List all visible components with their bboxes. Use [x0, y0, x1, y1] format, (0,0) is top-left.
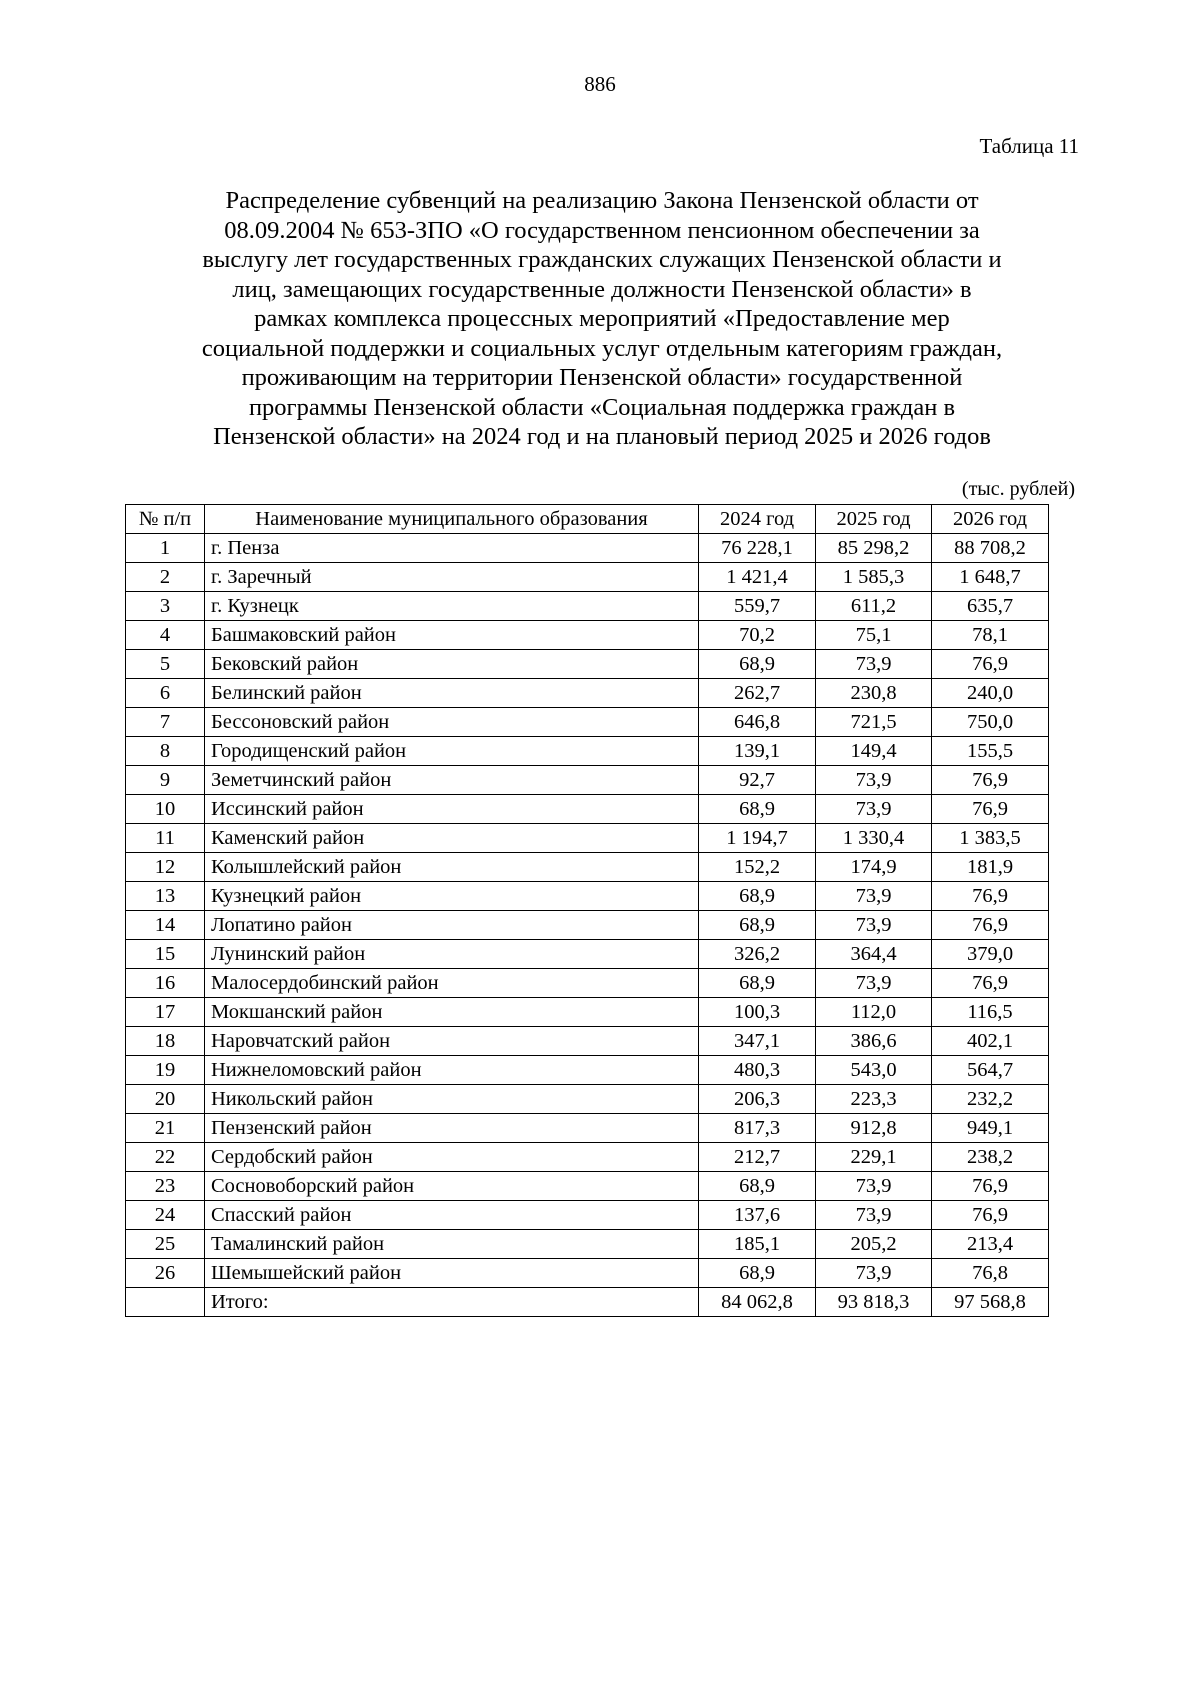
units-label: (тыс. рублей)	[961, 478, 1075, 500]
cell-2024: 92,7	[699, 766, 816, 795]
cell-2026: 1 648,7	[932, 563, 1049, 592]
cell-num: 8	[126, 737, 205, 766]
total-row	[126, 1288, 1049, 1317]
cell-2025: 386,6	[816, 1027, 932, 1056]
cell-2026: 402,1	[932, 1027, 1049, 1056]
total-2026: 97 568,8	[932, 1288, 1049, 1317]
cell-num: 4	[126, 621, 205, 650]
cell-2025: 73,9	[816, 1259, 932, 1288]
cell-2024: 817,3	[699, 1114, 816, 1143]
table-label: Таблица 11	[979, 134, 1079, 158]
cell-2025: 721,5	[816, 708, 932, 737]
cell-2024: 646,8	[699, 708, 816, 737]
cell-2024: 262,7	[699, 679, 816, 708]
table-row	[126, 1027, 1049, 1056]
cell-name: Спасский район	[205, 1201, 699, 1230]
total-2025: 93 818,3	[816, 1288, 932, 1317]
cell-2024: 68,9	[699, 650, 816, 679]
cell-2024: 1 421,4	[699, 563, 816, 592]
cell-num: 6	[126, 679, 205, 708]
title-line: 08.09.2004 № 653-ЗПО «О государственном пенсионном обеспечении за	[224, 216, 980, 244]
cell-num: 10	[126, 795, 205, 824]
table-row	[126, 824, 1049, 853]
table-row	[126, 1201, 1049, 1230]
cell-2026: 232,2	[932, 1085, 1049, 1114]
cell-name: Колышлейский район	[205, 853, 699, 882]
cell-2025: 73,9	[816, 650, 932, 679]
cell-2026: 88 708,2	[932, 534, 1049, 563]
total-num-cell	[126, 1288, 205, 1317]
table-row	[126, 621, 1049, 650]
table-row	[126, 795, 1049, 824]
cell-num: 3	[126, 592, 205, 621]
cell-num: 13	[126, 882, 205, 911]
cell-name: Городищенский район	[205, 737, 699, 766]
subvention-table	[125, 504, 1049, 1317]
cell-2024: 559,7	[699, 592, 816, 621]
cell-2025: 149,4	[816, 737, 932, 766]
table-row	[126, 853, 1049, 882]
cell-2026: 76,9	[932, 650, 1049, 679]
cell-num: 21	[126, 1114, 205, 1143]
table-row	[126, 940, 1049, 969]
cell-2026: 76,9	[932, 969, 1049, 998]
cell-2024: 100,3	[699, 998, 816, 1027]
cell-2026: 379,0	[932, 940, 1049, 969]
cell-2024: 185,1	[699, 1230, 816, 1259]
cell-name: г. Заречный	[205, 563, 699, 592]
cell-2024: 68,9	[699, 911, 816, 940]
table-row	[126, 766, 1049, 795]
cell-2025: 230,8	[816, 679, 932, 708]
cell-name: Пензенский район	[205, 1114, 699, 1143]
table-row	[126, 534, 1049, 563]
title-line: проживающим на территории Пензенской области» государственной	[241, 364, 963, 391]
table-row	[126, 708, 1049, 737]
cell-2026: 635,7	[932, 592, 1049, 621]
table-row	[126, 1056, 1049, 1085]
cell-2024: 68,9	[699, 1259, 816, 1288]
cell-2024: 480,3	[699, 1056, 816, 1085]
table-row	[126, 592, 1049, 621]
cell-name: Башмаковский район	[205, 621, 699, 650]
cell-2025: 112,0	[816, 998, 932, 1027]
cell-name: Кузнецкий район	[205, 882, 699, 911]
cell-2024: 76 228,1	[699, 534, 816, 563]
cell-2026: 76,9	[932, 795, 1049, 824]
cell-2026: 116,5	[932, 998, 1049, 1027]
cell-name: Земетчинский район	[205, 766, 699, 795]
cell-2026: 76,9	[932, 882, 1049, 911]
cell-name: Наровчатский район	[205, 1027, 699, 1056]
title-line: социальной поддержки и социальных услуг отдельным категориям граждан,	[201, 334, 1003, 362]
cell-2025: 611,2	[816, 592, 932, 621]
cell-name: Малосердобинский район	[205, 969, 699, 998]
cell-2026: 238,2	[932, 1143, 1049, 1172]
cell-name: г. Пенза	[205, 534, 699, 563]
cell-2026: 76,8	[932, 1259, 1049, 1288]
cell-2026: 78,1	[932, 621, 1049, 650]
cell-2024: 1 194,7	[699, 824, 816, 853]
document-title	[122, 186, 1082, 452]
header-num: № п/п	[126, 505, 205, 534]
table-row	[126, 998, 1049, 1027]
cell-name: Лунинский район	[205, 940, 699, 969]
cell-2025: 73,9	[816, 795, 932, 824]
cell-num: 11	[126, 824, 205, 853]
cell-2025: 85 298,2	[816, 534, 932, 563]
cell-name: Сосновоборский район	[205, 1172, 699, 1201]
cell-2024: 347,1	[699, 1027, 816, 1056]
table-row	[126, 650, 1049, 679]
cell-2026: 76,9	[932, 1201, 1049, 1230]
cell-num: 1	[126, 534, 205, 563]
cell-2026: 181,9	[932, 853, 1049, 882]
table-row	[126, 1172, 1049, 1201]
cell-2025: 73,9	[816, 766, 932, 795]
cell-num: 15	[126, 940, 205, 969]
cell-name: Бековский район	[205, 650, 699, 679]
cell-2025: 205,2	[816, 1230, 932, 1259]
cell-2026: 213,4	[932, 1230, 1049, 1259]
table-row	[126, 563, 1049, 592]
cell-2024: 326,2	[699, 940, 816, 969]
cell-2026: 76,9	[932, 1172, 1049, 1201]
cell-2025: 73,9	[816, 969, 932, 998]
table-row	[126, 737, 1049, 766]
cell-2025: 73,9	[816, 1201, 932, 1230]
header-2024: 2024 год	[699, 505, 816, 534]
cell-num: 26	[126, 1259, 205, 1288]
header-2025: 2025 год	[816, 505, 932, 534]
cell-num: 2	[126, 563, 205, 592]
cell-name: Каменский район	[205, 824, 699, 853]
cell-2026: 76,9	[932, 911, 1049, 940]
cell-2024: 152,2	[699, 853, 816, 882]
table-row	[126, 1114, 1049, 1143]
title-line: программы Пензенской области «Социальная поддержка граждан в	[248, 393, 956, 421]
cell-2024: 206,3	[699, 1085, 816, 1114]
cell-num: 9	[126, 766, 205, 795]
cell-2024: 68,9	[699, 1172, 816, 1201]
total-2024: 84 062,8	[699, 1288, 816, 1317]
cell-2025: 1 330,4	[816, 824, 932, 853]
cell-name: Тамалинский район	[205, 1230, 699, 1259]
table-row	[126, 969, 1049, 998]
cell-name: Мокшанский район	[205, 998, 699, 1027]
table-row	[126, 1259, 1049, 1288]
table-row	[126, 911, 1049, 940]
cell-2025: 1 585,3	[816, 563, 932, 592]
cell-2025: 223,3	[816, 1085, 932, 1114]
title-line: выслугу лет государственных гражданских служащих Пензенской области и	[202, 246, 1002, 273]
cell-name: Шемышейский район	[205, 1259, 699, 1288]
cell-2026: 564,7	[932, 1056, 1049, 1085]
cell-name: Белинский район	[205, 679, 699, 708]
total-label: Итого:	[205, 1288, 699, 1317]
cell-num: 23	[126, 1172, 205, 1201]
cell-num: 7	[126, 708, 205, 737]
title-line: рамках комплекса процессных мероприятий «Предоставление мер	[254, 305, 950, 332]
cell-num: 16	[126, 969, 205, 998]
cell-num: 19	[126, 1056, 205, 1085]
cell-2026: 240,0	[932, 679, 1049, 708]
cell-2024: 70,2	[699, 621, 816, 650]
cell-2024: 68,9	[699, 795, 816, 824]
table-row	[126, 882, 1049, 911]
cell-name: Бессоновский район	[205, 708, 699, 737]
table-row	[126, 679, 1049, 708]
cell-num: 22	[126, 1143, 205, 1172]
cell-2026: 155,5	[932, 737, 1049, 766]
cell-name: Нижнеломовский район	[205, 1056, 699, 1085]
cell-2025: 73,9	[816, 911, 932, 940]
cell-num: 24	[126, 1201, 205, 1230]
table-row	[126, 1085, 1049, 1114]
cell-2025: 174,9	[816, 853, 932, 882]
title-line: Пензенской области» на 2024 год и на плановый период 2025 и 2026 годов	[213, 423, 991, 450]
cell-2025: 75,1	[816, 621, 932, 650]
cell-2026: 76,9	[932, 766, 1049, 795]
title-line: лиц, замещающих государственные должности Пензенской области» в	[232, 275, 972, 303]
cell-num: 12	[126, 853, 205, 882]
title-line: Распределение субвенций на реализацию Закона Пензенской области от	[225, 187, 979, 214]
cell-2024: 139,1	[699, 737, 816, 766]
cell-num: 20	[126, 1085, 205, 1114]
cell-name: Иссинский район	[205, 795, 699, 824]
cell-2025: 73,9	[816, 1172, 932, 1201]
cell-name: Сердобский район	[205, 1143, 699, 1172]
cell-2026: 750,0	[932, 708, 1049, 737]
cell-2024: 212,7	[699, 1143, 816, 1172]
cell-name: Никольский район	[205, 1085, 699, 1114]
table-row	[126, 1143, 1049, 1172]
cell-num: 14	[126, 911, 205, 940]
cell-2024: 68,9	[699, 969, 816, 998]
cell-name: г. Кузнецк	[205, 592, 699, 621]
cell-2025: 229,1	[816, 1143, 932, 1172]
cell-num: 17	[126, 998, 205, 1027]
cell-2024: 137,6	[699, 1201, 816, 1230]
cell-num: 25	[126, 1230, 205, 1259]
cell-2025: 73,9	[816, 882, 932, 911]
table-row	[126, 1230, 1049, 1259]
cell-2026: 1 383,5	[932, 824, 1049, 853]
cell-name: Лопатино район	[205, 911, 699, 940]
table-header-row	[126, 505, 1049, 534]
cell-2024: 68,9	[699, 882, 816, 911]
cell-2025: 543,0	[816, 1056, 932, 1085]
cell-num: 5	[126, 650, 205, 679]
header-2026: 2026 год	[932, 505, 1049, 534]
cell-num: 18	[126, 1027, 205, 1056]
page-number: 886	[584, 72, 616, 96]
header-name: Наименование муниципального образования	[205, 505, 699, 534]
cell-2025: 912,8	[816, 1114, 932, 1143]
cell-2026: 949,1	[932, 1114, 1049, 1143]
cell-2025: 364,4	[816, 940, 932, 969]
table-body	[126, 534, 1049, 1288]
